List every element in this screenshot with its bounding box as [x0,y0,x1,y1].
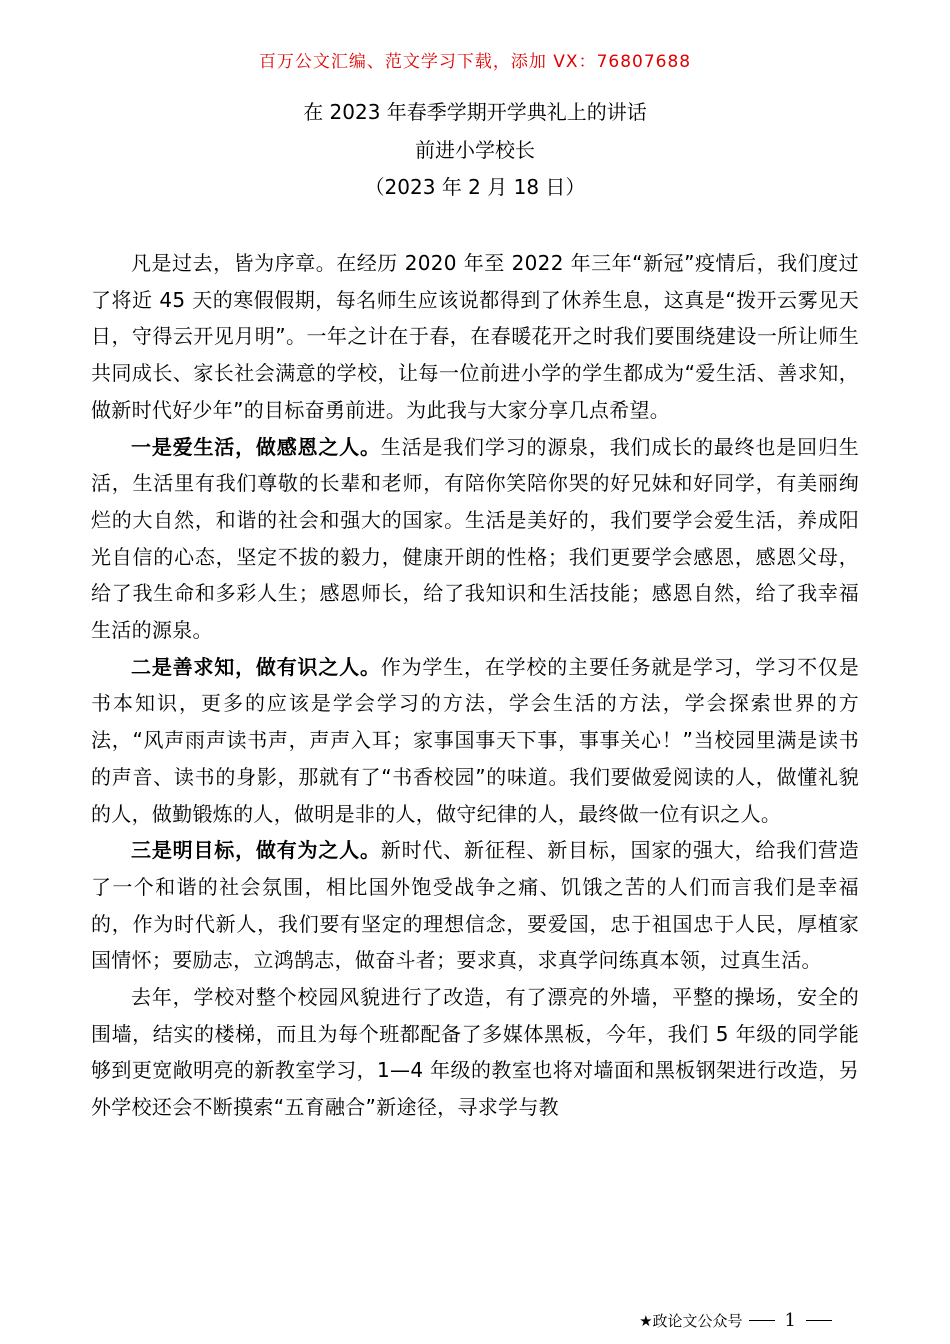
speech-body [91,245,859,1126]
point-three-heading: 三是明目标，做有为之人。 [131,838,381,863]
paragraph-point-one [91,429,859,649]
paragraph-point-two [91,649,859,833]
point-one-heading: 一是爱生活，做感恩之人。 [131,434,381,459]
paragraph-intro: 凡是过去，皆为序章。在经历 2020 年至 2022 年三年“新冠”疫情后，我们度过了将近 45 天的寒假假期，每名师生应该说都得到了休养生息，这真是“拨开云雾见天日，守得云开见月明”。一年之计在于春，在春暖花开之时我们要围绕建设一所让师生共同成长、家长社会满意的学校，让每一位前进小学的学生都成为“爱生活、善求知，做新时代好少年”的目标奋勇前进。为此我与大家分享几点希望。 [91,251,859,422]
point-one-text: 生活是我们学习的源泉，我们成长的最终也是回归生活，生活里有我们尊敬的长辈和老师，有陪你笑陪你哭的好兄妹和好同学，有美丽绚烂的大自然，和谐的社会和强大的国家。生活是美好的，我们要学会爱生活，养成阳光自信的心态，坚定不拔的毅力，健康开朗的性格；我们更要学会感恩，感恩父母，给了我生命和多彩人生；感恩师长，给了我知识和生活技能；感恩自然，给了我幸福生活的源泉。 [91,434,859,643]
point-two-text: 作为学生，在学校的主要任务就是学习，学习不仅是书本知识，更多的应该是学会学习的方法，学会生活的方法，学会探索世界的方法，“风声雨声读书声，声声入耳；家事国事天下事，事事关心！”当校园里满是读书的声音、读书的身影，那就有了“书香校园”的味道。我们要做爱阅读的人，做懂礼貌的人，做勤锻炼的人，做明是非的人，做守纪律的人，最终做一位有识之人。 [91,654,859,826]
footer-dash-left [749,1320,775,1321]
point-two-heading: 二是善求知，做有识之人。 [131,654,381,679]
page-number: 1 [784,1310,796,1331]
paragraph-campus: 去年，学校对整个校园风貌进行了改造，有了漂亮的外墙，平整的操场，安全的围墙，结实的楼梯，而且为每个班都配备了多媒体黑板，今年，我们 5 年级的同学能够到更宽敞明亮的新教室学习，1—4 年级的教室也将对墙面和黑板钢架进行改造，另外学校还会不断摸索“五育融合”新途径，寻求学与教 [91,985,859,1120]
date-line: （2023 年 2 月 18 日） [364,175,586,199]
footer-dash-right [806,1320,832,1321]
promo-banner: 百万公文汇编、范文学习下载，添加 VX：76807688 [258,52,692,72]
paragraph-point-three [91,832,859,979]
page-footer [639,1310,832,1331]
point-three-text: 新时代、新征程、新目标，国家的强大，给我们营造了一个和谐的社会氛围，相比国外饱受战争之痛、饥饿之苦的人们而言我们是幸福的，作为时代新人，我们要有坚定的理想信念，要爱国，忠于祖国忠于人民，厚植家国情怀；要励志，立鸿鹄志，做奋斗者；要求真，求真学问练真本领，过真生活。 [91,838,859,973]
footer-source: ★政论文公众号 [639,1312,743,1330]
speaker-line: 前进小学校长 [415,138,535,162]
speech-title: 在 2023 年春季学期开学典礼上的讲话 [303,100,647,124]
